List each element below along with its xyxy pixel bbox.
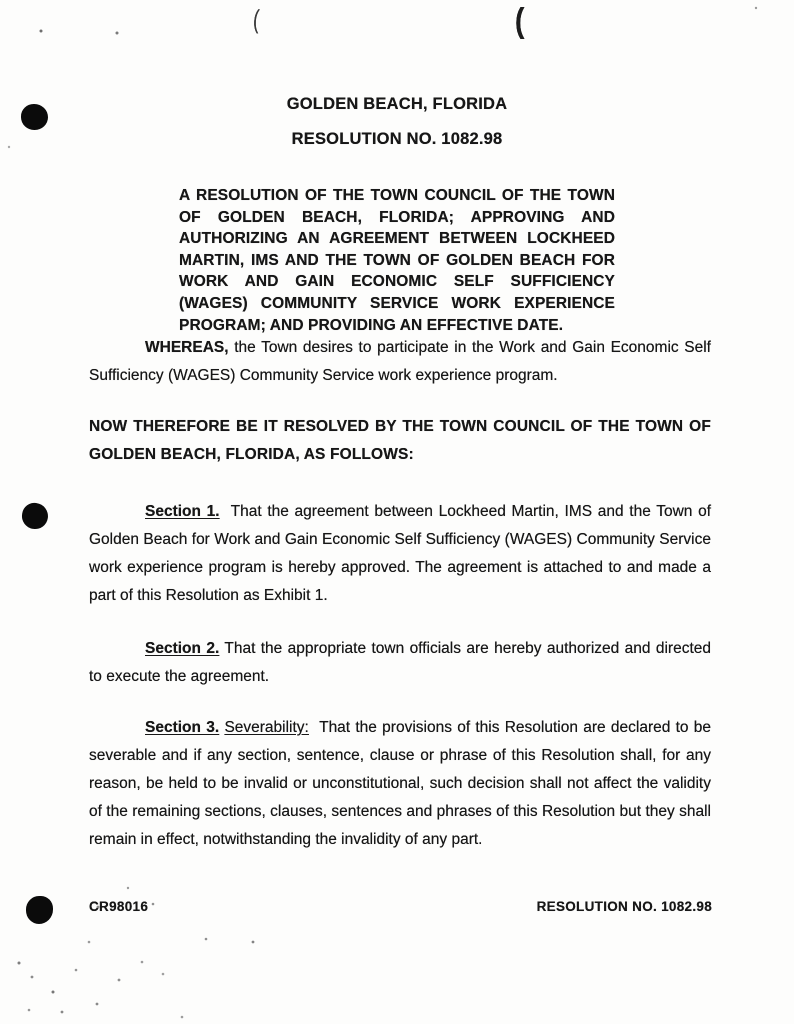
whereas-paragraph: WHEREAS, the Town desires to participate in the Work and Gain Economic Self Sufficiency (WAGES) Community Service work experience program.	[89, 339, 716, 384]
scan-artifact-paren-right: (	[514, 2, 525, 40]
hole-punch-mark	[20, 501, 49, 530]
document-title: GOLDEN BEACH, FLORIDA	[286, 95, 508, 113]
footer-resolution-number: RESOLUTION NO. 1082.98	[536, 899, 712, 914]
section-3-paragraph: Section 3. Severability: That the provisions of this Resolution are declared to be severable and if any section, sentence, clause or phrase of this Resolution shall, for any reason, be held to be invalid or unconstitutional, such decision shall not affect the validity of the remaining sections, clauses, sentences and phrases of this Resolution but they shall remain in effect, notwithstanding the invalidity of any part.	[89, 719, 716, 848]
section-1-paragraph: Section 1. That the agreement between Lockheed Martin, IMS and the Town of Golden Beach for Work and Gain Economic Self Sufficiency (WAGES) Community Service work experience program is hereby approved. The agreement is attached to and made a part of this Resolution as Exhibit 1.	[89, 503, 716, 604]
resolution-number-title: RESOLUTION NO. 1082.98	[291, 130, 503, 148]
section-2-paragraph: Section 2. That the appropriate town officials are hereby authorized and directed to execute the agreement.	[89, 640, 716, 685]
scan-artifact-paren-left: (	[252, 3, 261, 35]
footer-document-code: CR98016	[89, 899, 149, 914]
resolved-clause: NOW THEREFORE BE IT RESOLVED BY THE TOWN COUNCIL OF THE TOWN OF GOLDEN BEACH, FLORIDA, AS FOLLOWS:	[89, 418, 716, 463]
resolution-heading-block: A RESOLUTION OF THE TOWN COUNCIL OF THE TOWN OF GOLDEN BEACH, FLORIDA; APPROVING AND AUTHORIZING AN AGREEMENT BETWEEN LOCKHEED MARTIN, IMS AND THE TOWN OF GOLDEN BEACH FOR WORK AND GAIN ECONOMIC SELF SUFFICIENCY (WAGES) COMMUNITY SERVICE WORK EXPERIENCE PROGRAM; AND PROVIDING AN EFFECTIVE DATE.	[179, 187, 615, 334]
hole-punch-mark	[26, 896, 53, 924]
scan-noise-specks	[0, 0, 2, 2]
